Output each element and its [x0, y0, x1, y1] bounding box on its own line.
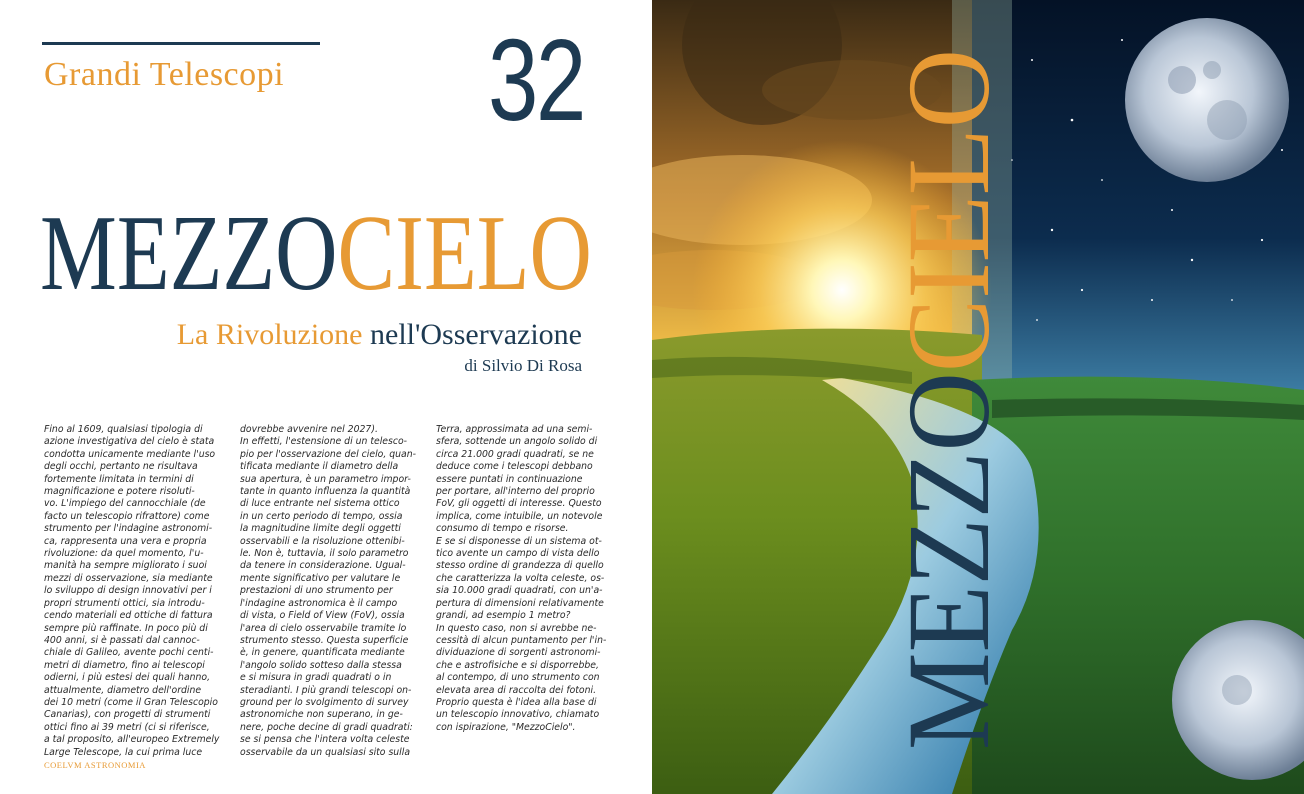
header-rule: [42, 42, 320, 45]
page-footer: COELVM ASTRONOMIA: [44, 760, 146, 770]
body-column-3: [436, 424, 612, 734]
article-subtitle: [177, 318, 582, 352]
title-part-orange: CIELO: [337, 194, 592, 313]
body-text-2: dovrebbe avvenire nel 2027). In effetti, l'estensione di un telesco- pio per l'osservazione del cielo, quan- tificata mediante il diametro della sua apertura, è un parametro impor- tante in quanto influenza la quantità di luce entrante nel sistema ottico in un certo periodo di tempo, ossia la magnitudine limite degli oggetti osservabili e la risoluzione ottenibi- le. Non è, tuttavia, il solo parametro da tenere in considerazione. Ugual- mente significativo per valutare le prestazioni di uno strumento per l'indagine astronomica è il campo di vista, o Field of View (FoV), ossia l'area di cielo osservabile tramite lo strumento stesso. Questa superficie è, in genere, quantificata mediante l'angolo solido sotteso dalla stessa e si misura in gradi quadrati o in steradianti. I più grandi telescopi on- ground per lo svolgimento di survey astronomiche non superano, in ge- nere, poche decine di gradi quadrati: se si pensa che l'intera volta celeste osservabile da un qualsiasi sito sulla: [240, 424, 416, 758]
body-text-3: Terra, approssimata ad una semi- sfera, sottende un angolo solido di circa 21.000 gradi quadrati, se ne deduce come i telescopi debbano essere puntati in continuazione per portare, all'interno del proprio FoV, gli oggetti di interesse. Questo implica, come intuibile, un notevole consumo di tempo e risorse. E se si disponesse di un sistema ot- tico avente un campo di vista dello stesso ordine di grandezza di quello che caratterizza la volta celeste, os- sia 10.000 gradi quadrati, con un'a- pertura di dimensioni relativamente grandi, ad esempio 1 metro? In questo caso, non si avrebbe ne- cessità di alcun puntamento per l'in- dividuazione di sorgenti astronomi- che e astrofisiche e si disporrebbe, al contempo, di uno strumento con elevata area di raccolta dei fotoni. Proprio questa è l'idea alla base di un telescopio innovativo, chiamato con ispirazione, "MezzoCielo".: [436, 424, 607, 733]
subtitle-part-navy: nell'Osservazione: [362, 318, 582, 351]
vtitle-part-orange: CIELO: [883, 49, 1014, 373]
issue-number: 32: [488, 15, 584, 145]
subtitle-part-orange: La Rivoluzione: [176, 318, 363, 351]
cover-image: [652, 0, 1304, 794]
body-text-1: Fino al 1609, qualsiasi tipologia di azione investigativa del cielo è stata condotta unicamente mediante l'uso degli occhi, pertanto ne risultava fortemente limitata in termini di magnificazione e potere risoluti- vo. L'impiego del cannocchiale (de facto un telescopio rifrattore) come strumento per l'indagine astronomi- ca, rappresenta una vera e propria rivoluzione: da quel momento, l'u- manità ha sempre migliorato i suoi mezzi di osservazione, sia mediante lo sviluppo di design innovativi per i propri strumenti ottici, sia introdu- cendo materiali ed ottiche di fattura sempre più raffinate. In poco più di 400 anni, si è passati dal cannoc- chiale di Galileo, avente pochi centi- metri di diametro, fino ai telescopi odierni, i più estesi dei quali hanno, attualmente, diametro dell'ordine dei 10 metri (come il Gran Telescopio Canarias), con progetti di strumenti ottici fino ai 39 metri (ci si riferisce, a tal proposito, all'europeo Extremely Large Telescope, la cui prima luce: [44, 424, 220, 758]
title-part-navy: MEZZO: [40, 194, 338, 313]
byline: di Silvio Di Rosa: [464, 356, 582, 375]
vtitle-part-navy: MEZZO: [883, 372, 1014, 750]
section-title: Grandi Telescopi: [44, 56, 285, 93]
article-title: [40, 194, 592, 313]
body-column-2: [240, 424, 416, 759]
body-column-1: [44, 424, 220, 759]
